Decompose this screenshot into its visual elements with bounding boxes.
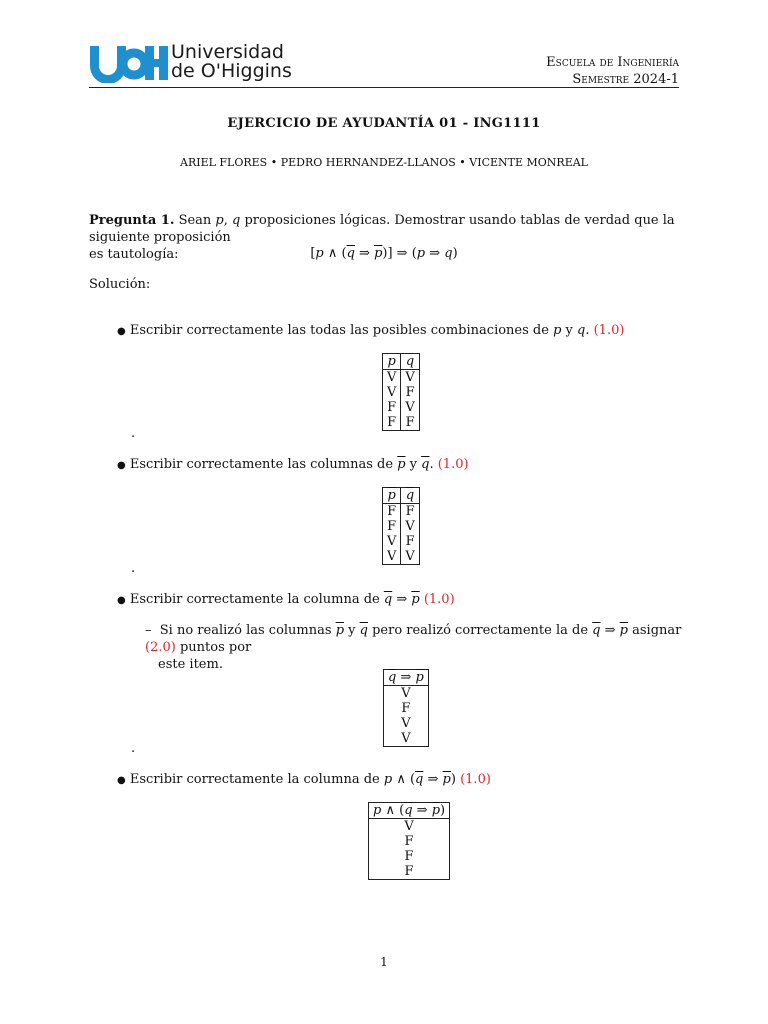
points-badge: (1.0) [437, 457, 469, 472]
page-number: 1 [380, 955, 388, 969]
author: PEDRO HERNANDEZ-LLANOS [280, 156, 456, 169]
criterion-1: ● Escribir correctamente las todas las posibles combinaciones de p y q. (1.0) [117, 323, 625, 338]
truth-table-implication: $\overline{q}$ ⇒ $\overline{p}$ V F V V [383, 669, 429, 747]
criterion-2: ● Escribir correctamente las columnas de $\overline{p}$ y $\overline{q}$. (1.0) [117, 457, 469, 472]
truth-table-conjunction: p ∧ ($\overline{q}$ ⇒ $\overline{p}$) V F F F [368, 802, 450, 880]
header-right [546, 54, 679, 88]
semester: Semestre 2024-1 [572, 72, 679, 87]
question-statement: Pregunta 1. Sean p, q proposiciones lógicas. Demostrar usando tablas de verdad que la siguiente proposición es tautología: [89, 213, 675, 262]
criterion-4: ● Escribir correctamente la columna de p ∧ ($\overline{q}$ ⇒ $\overline{p}$) (1.0) [117, 772, 491, 787]
points-badge: (1.0) [423, 592, 455, 607]
criterion-3: ● Escribir correctamente la columna de $\overline{q}$ ⇒ $\overline{p}$ (1.0) [117, 592, 455, 607]
truth-table-pq: p q V V V F F V F F [382, 353, 420, 431]
proposition-formula: [p ∧ ($\overline{q}$ ⇒ $\overline{p}$)] ⇒ (p ⇒ q) [310, 246, 458, 261]
truth-table-negations: $\overline{p}$ $\overline{q}$ F F F V V F V V [382, 487, 420, 565]
header-rule [89, 87, 679, 88]
points-badge: (2.0) [145, 640, 176, 655]
points-badge: (1.0) [460, 772, 491, 787]
question-label: Pregunta 1. [89, 213, 175, 228]
institution-name: Universidad de O'Higgins [171, 41, 292, 82]
author-list: ARIEL FLORES • PEDRO HERNANDEZ-LLANOS • VICENTE MONREAL [180, 156, 588, 169]
document-title: EJERCICIO DE AYUDANTÍA 01 - ING1111 [227, 116, 541, 131]
uoh-logo-mark-icon [88, 43, 168, 83]
criterion-3-note: – Si no realizó las columnas $\overline{p}$ y $\overline{q}$ pero realizó correctamente la de $\overline{q}$ ⇒ $\overline{p}$ asignar (2.0) puntos por este item. [145, 623, 682, 672]
school-name: Escuela de Ingeniería [546, 55, 679, 70]
solution-label: Solución: [89, 277, 151, 292]
university-logo [88, 41, 292, 83]
author: ARIEL FLORES [180, 156, 268, 169]
author: VICENTE MONREAL [469, 156, 588, 169]
points-badge: (1.0) [593, 323, 625, 338]
